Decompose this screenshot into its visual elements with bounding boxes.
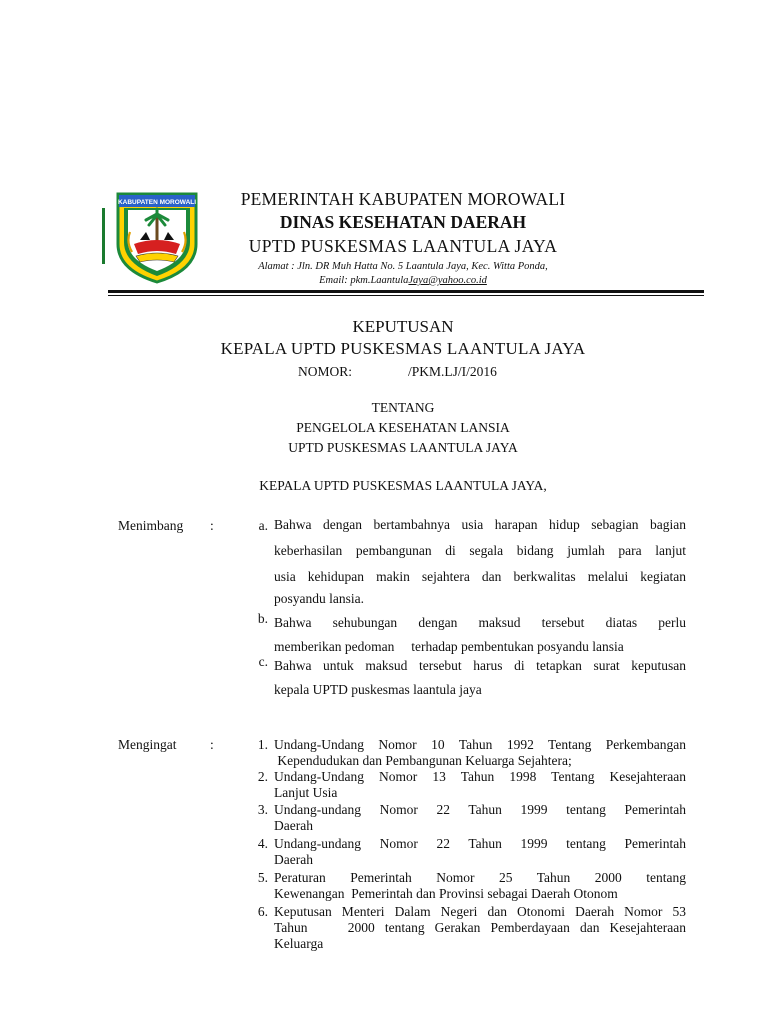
- subject-line-2: UPTD PUSKESMAS LAANTULA JAYA: [288, 440, 518, 455]
- mengingat-marker-4: 4.: [257, 836, 268, 851]
- mengingat-marker-3: 3.: [257, 802, 268, 817]
- issuer-line: KEPALA UPTD PUSKESMAS LAANTULA JAYA,: [259, 478, 547, 493]
- left-edge-mark: [102, 208, 105, 264]
- letterhead-government: PEMERINTAH KABUPATEN MOROWALI: [240, 189, 566, 209]
- text-line: Undang-Undang Nomor 13 Tahun 1998 Tentang Kesejahteraan: [274, 769, 686, 784]
- menimbang-item-c: [274, 654, 686, 702]
- text-line: Undang-undang Nomor 22 Tahun 1999 tentang Pemerintah: [274, 836, 686, 851]
- letterhead-email: [210, 275, 596, 286]
- decree-title: KEPUTUSAN: [352, 317, 454, 336]
- mengingat-marker-6: 6.: [257, 904, 268, 919]
- text-line: posyandu lansia.: [274, 591, 364, 606]
- text-line: Peraturan Pemerintah Nomor 25 Tahun 2000 tentang: [274, 870, 686, 885]
- text-line: Kependudukan dan Pembangunan Keluarga Sejahtera;: [274, 753, 572, 768]
- menimbang-label: Menimbang: [118, 518, 184, 533]
- email-prefix: Email: pkm.Laantula: [319, 275, 409, 286]
- emblem-text: KABUPATEN MOROWALI: [117, 199, 197, 206]
- text-line: Lanjut Usia: [274, 785, 338, 800]
- email-link[interactable]: Jaya@yahoo.co.id: [408, 275, 487, 286]
- mengingat-label: Mengingat: [118, 737, 177, 752]
- menimbang-marker-a: a.: [258, 518, 268, 533]
- text-line: keberhasilan pembangunan di segala bidang jumlah para lanjut: [274, 543, 686, 558]
- letterhead-rule-thin: [108, 295, 704, 296]
- menimbang-marker-c: c.: [258, 654, 268, 669]
- mengingat-marker-1: 1.: [257, 737, 268, 752]
- decree-subtitle: KEPALA UPTD PUSKESMAS LAANTULA JAYA: [220, 339, 586, 358]
- mengingat-item-6: [274, 904, 686, 952]
- mengingat-item-5: [274, 870, 686, 902]
- letterhead-unit: UPTD PUSKESMAS LAANTULA JAYA: [248, 236, 558, 256]
- text-line: Keputusan Menteri Dalam Negeri dan Otonomi Daerah Nomor 53: [274, 904, 686, 919]
- menimbang-marker-b: b.: [257, 611, 268, 626]
- mengingat-marker-5: 5.: [257, 870, 268, 885]
- text-line: Bahwa untuk maksud tersebut harus di tetapkan surat keputusan: [274, 658, 686, 673]
- text-line: Daerah: [274, 818, 313, 833]
- text-line: Undang-Undang Nomor 10 Tahun 1992 Tentang Perkembangan: [274, 737, 686, 752]
- mengingat-item-3: [274, 802, 686, 834]
- nomor-value: /PKM.LJ/I/2016: [408, 364, 497, 379]
- mengingat-item-1: [274, 737, 686, 769]
- text-line: usia kehidupan makin sejahtera dan berkwalitas melalui kegiatan: [274, 569, 686, 584]
- subject-line-1: PENGELOLA KESEHATAN LANSIA: [296, 420, 510, 435]
- mengingat-marker-2: 2.: [257, 769, 268, 784]
- text-line: Bahwa dengan bertambahnya usia harapan hidup sebagian bagian: [274, 517, 686, 532]
- text-line: kepala UPTD puskesmas laantula jaya: [274, 682, 482, 697]
- text-line: memberikan pedoman terhadap pembentukan posyandu lansia: [274, 639, 624, 654]
- letterhead-department: DINAS KESEHATAN DAERAH: [279, 212, 527, 232]
- text-line: Undang-undang Nomor 22 Tahun 1999 tentang Pemerintah: [274, 802, 686, 817]
- menimbang-colon: :: [210, 518, 214, 533]
- nomor-label: NOMOR:: [298, 364, 353, 379]
- letterhead-address: Alamat : Jln. DR Muh Hatta No. 5 Laantula Jaya, Kec. Witta Ponda,: [258, 261, 548, 272]
- text-line: Keluarga: [274, 936, 324, 951]
- regency-emblem-icon: [116, 192, 198, 284]
- text-line: Daerah: [274, 852, 313, 867]
- text-line: Tahun 2000 tentang Gerakan Pemberdayaan dan Kesejahteraan: [274, 920, 686, 935]
- mengingat-colon: :: [210, 737, 214, 752]
- text-line: Kewenangan Pemerintah dan Provinsi sebagai Daerah Otonom: [274, 886, 618, 901]
- mengingat-item-4: [274, 836, 686, 868]
- menimbang-item-a: [274, 512, 686, 608]
- text-line: Bahwa sehubungan dengan maksud tersebut diatas perlu: [274, 615, 686, 630]
- mengingat-item-2: [274, 769, 686, 801]
- menimbang-item-b: [274, 611, 686, 659]
- tentang-heading: TENTANG: [371, 400, 435, 415]
- letterhead-rule-thick: [108, 290, 704, 293]
